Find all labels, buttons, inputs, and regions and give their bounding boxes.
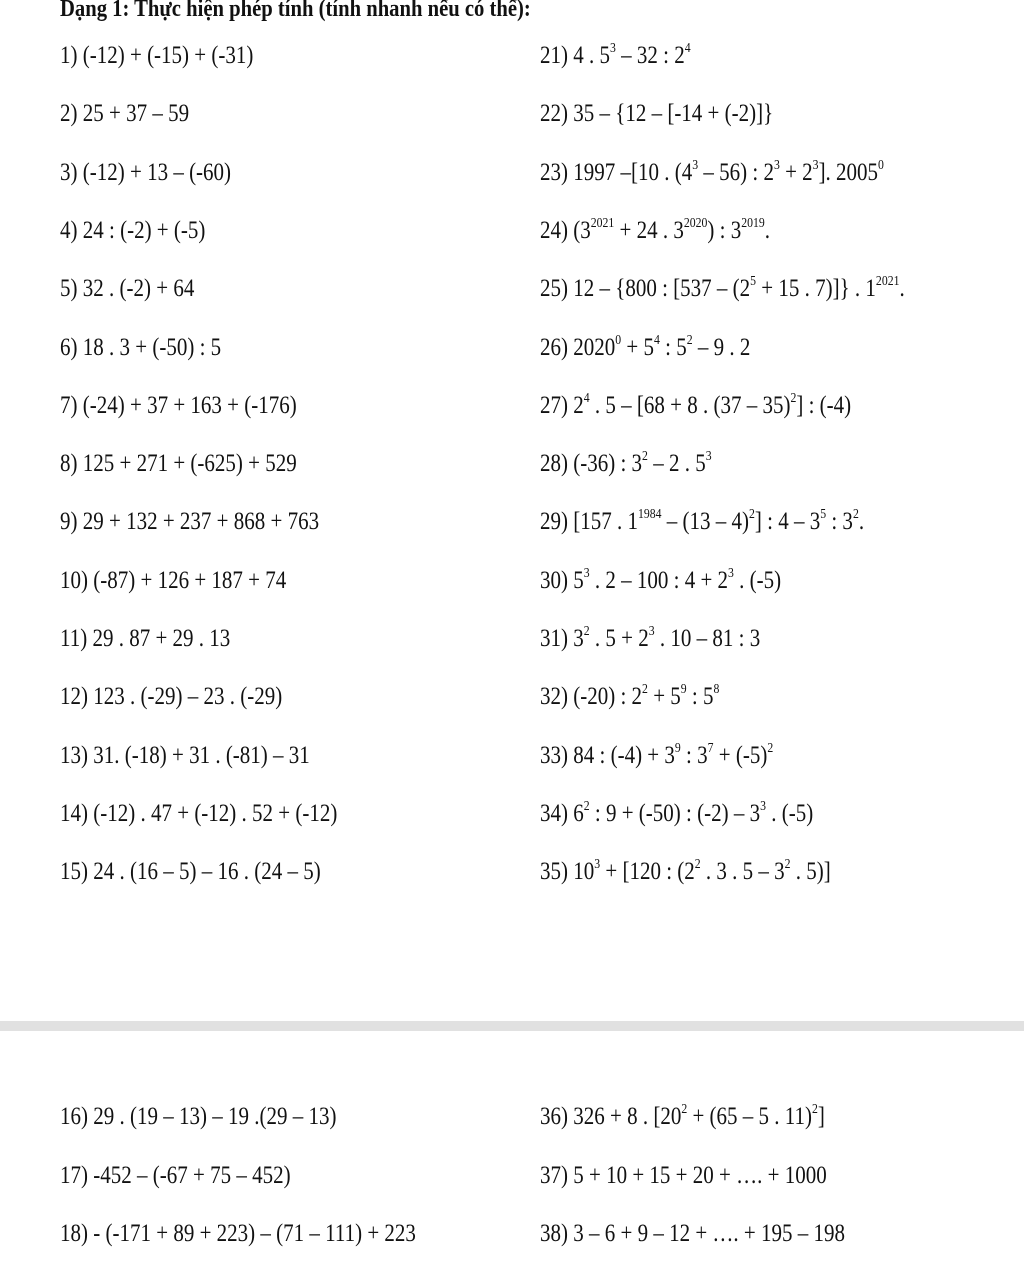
exercise-item: 30) $5^3$ . 2 – 100 : $4 + 2^3$ . (-5)	[540, 565, 782, 594]
exercise-item: 4) 24 : (-2) + (-5)	[60, 216, 206, 244]
exponent: 2020	[683, 215, 708, 231]
exercise-item: 24) ($3^{2021} + 24$ . $3^{2020}$) : $3^{2019}$.	[540, 215, 770, 244]
exercise-item: 35) $10^3 + [120$ : ($2^2$ . 3 . $5 - 3^2$ . 5)]	[540, 857, 831, 886]
exponent: 0	[615, 332, 622, 348]
exponent: 8	[713, 682, 720, 698]
exponent: 3	[773, 157, 780, 173]
exercise-item: 22) 35 – {12 – [-14 + (-2)]}	[540, 100, 774, 128]
page-break-divider	[0, 1021, 1024, 1031]
exercise-item: 37) 5 + 10 + 15 + 20 + …. + 1000	[540, 1161, 827, 1189]
exponent: 2	[642, 449, 648, 465]
exponent: 1984	[637, 507, 662, 523]
exponent: 5	[750, 274, 757, 290]
exercise-item: 36) 326 + 8 . [$20^2 + (65 - 5$ . 11)$^2$]	[540, 1102, 825, 1130]
exercise-item: 38) 3 – 6 + 9 – 12 + …. + 195 – 198	[540, 1220, 846, 1247]
exercise-item: 8) 125 + 271 + (-625) + 529	[60, 450, 297, 478]
exercise-item: 28) (-36) : $3^2 - 2$ . $5^3$	[540, 449, 712, 478]
exponent: 3	[594, 857, 601, 873]
exponent: 2	[694, 857, 701, 873]
exercise-item: 1) (-12) + (-15) + (-31)	[60, 42, 254, 69]
exponent: 7	[707, 740, 714, 756]
exercise-item: 25) 12 – {800 : [$537 - (2^5 + 15$ . 7)]} . $1^{2021}$.	[540, 274, 905, 303]
exercise-item: 14) (-12) . 47 + (-12) . 52 + (-12)	[60, 799, 338, 827]
exercise-item: 12) 123 . (-29) – 23 . (-29)	[60, 683, 283, 711]
exponent: 9	[674, 740, 681, 756]
exponent: 3	[609, 41, 616, 56]
exercise-item: 11) 29 . 87 + 29 . 13	[60, 625, 231, 652]
exercise-item: 2) 25 + 37 – 59	[60, 100, 190, 128]
exercise-item: 3) (-12) + 13 – (-60)	[60, 158, 232, 186]
exercise-item: 21) 4 . $5^3 - 32$ : $2^4$	[540, 41, 691, 69]
exercise-item: 7) (-24) + 37 + 163 + (-176)	[60, 391, 297, 419]
exponent: 4	[653, 332, 660, 348]
exercise-item: 31) $3^2$ . $5 + 2^3$ . 10 – 81 : 3	[540, 624, 761, 652]
exercise-item: 32) (-20) : $2^2 + 5^9$ : $5^8$	[540, 682, 720, 711]
exponent: 2	[767, 740, 774, 756]
exercise-item: 29) [157 . $1^{1984} - (13 - 4)^2$] : $4 - 3^5$ : $3^2$.	[540, 507, 865, 536]
exponent: 2	[852, 507, 859, 523]
exponent: 3	[760, 798, 766, 814]
exponent: 2021	[590, 215, 615, 231]
exponent: 5	[820, 507, 827, 523]
exponent: 3	[812, 157, 819, 173]
exercise-item: 10) (-87) + 126 + 187 + 74	[60, 566, 287, 594]
section-heading: Dạng 1: Thực hiện phép tính (tính nhanh nếu có thể):	[60, 0, 531, 22]
exponent: 2	[681, 1102, 688, 1117]
exercise-item: 5) 32 . (-2) + 64	[60, 275, 195, 303]
exponent: 2	[642, 682, 648, 698]
exponent: 2	[583, 624, 590, 639]
exponent: 3	[648, 624, 655, 639]
exponent: 2	[686, 332, 693, 348]
exponent: 4	[684, 41, 691, 56]
exponent: 2019	[741, 215, 765, 231]
exercise-item: 18) - (-171 + 89 + 223) – (71 – 111) + 223	[60, 1220, 416, 1247]
exercise-item: 9) 29 + 132 + 237 + 868 + 763	[60, 508, 320, 536]
exponent: 2021	[875, 274, 900, 290]
exercise-item: 33) 84 : $(-4) + 3^9$ : $3^7 + (-5)^2$	[540, 740, 774, 769]
exercise-item: 15) 24 . (16 – 5) – 16 . (24 – 5)	[60, 858, 321, 886]
exponent: 2	[784, 857, 791, 873]
exponent: 3	[728, 565, 734, 581]
exercise-item: 27) $2^4$ . 5 – [68 + 8 . (37 – 35)$^2$] : (-4)	[540, 390, 852, 419]
exponent: 4	[583, 390, 590, 406]
exercise-item: 17) -452 – (-67 + 75 – 452)	[60, 1161, 291, 1189]
exercise-item: 34) $6^2$ : 9 + (-50) : $(-2) - 3^3$ . (-5)	[540, 798, 814, 827]
exponent: 2	[790, 390, 797, 406]
exercise-item: 13) 31. (-18) + 31 . (-81) – 31	[60, 741, 310, 769]
exponent: 3	[692, 157, 699, 173]
exponent: 2	[749, 507, 755, 523]
exponent: 2	[812, 1102, 818, 1117]
exercise-item: 16) 29 . (19 – 13) – 19 .(29 – 13)	[60, 1103, 337, 1130]
exponent: 3	[583, 565, 590, 581]
exponent: 0	[878, 157, 884, 173]
exponent: 2	[583, 798, 590, 814]
exponent: 3	[705, 449, 712, 465]
exponent: 9	[680, 682, 687, 698]
exercise-item: 6) 18 . 3 + (-50) : 5	[60, 333, 222, 361]
exercise-item: 23) 1997 –[10 . $(4^3 - 56)$ : $2^3 + 2^3$]. 2005$^0$	[540, 157, 884, 186]
exercise-item: 26) $2020^0 + 5^4$ : $5^2 - 9$ . 2	[540, 332, 751, 361]
